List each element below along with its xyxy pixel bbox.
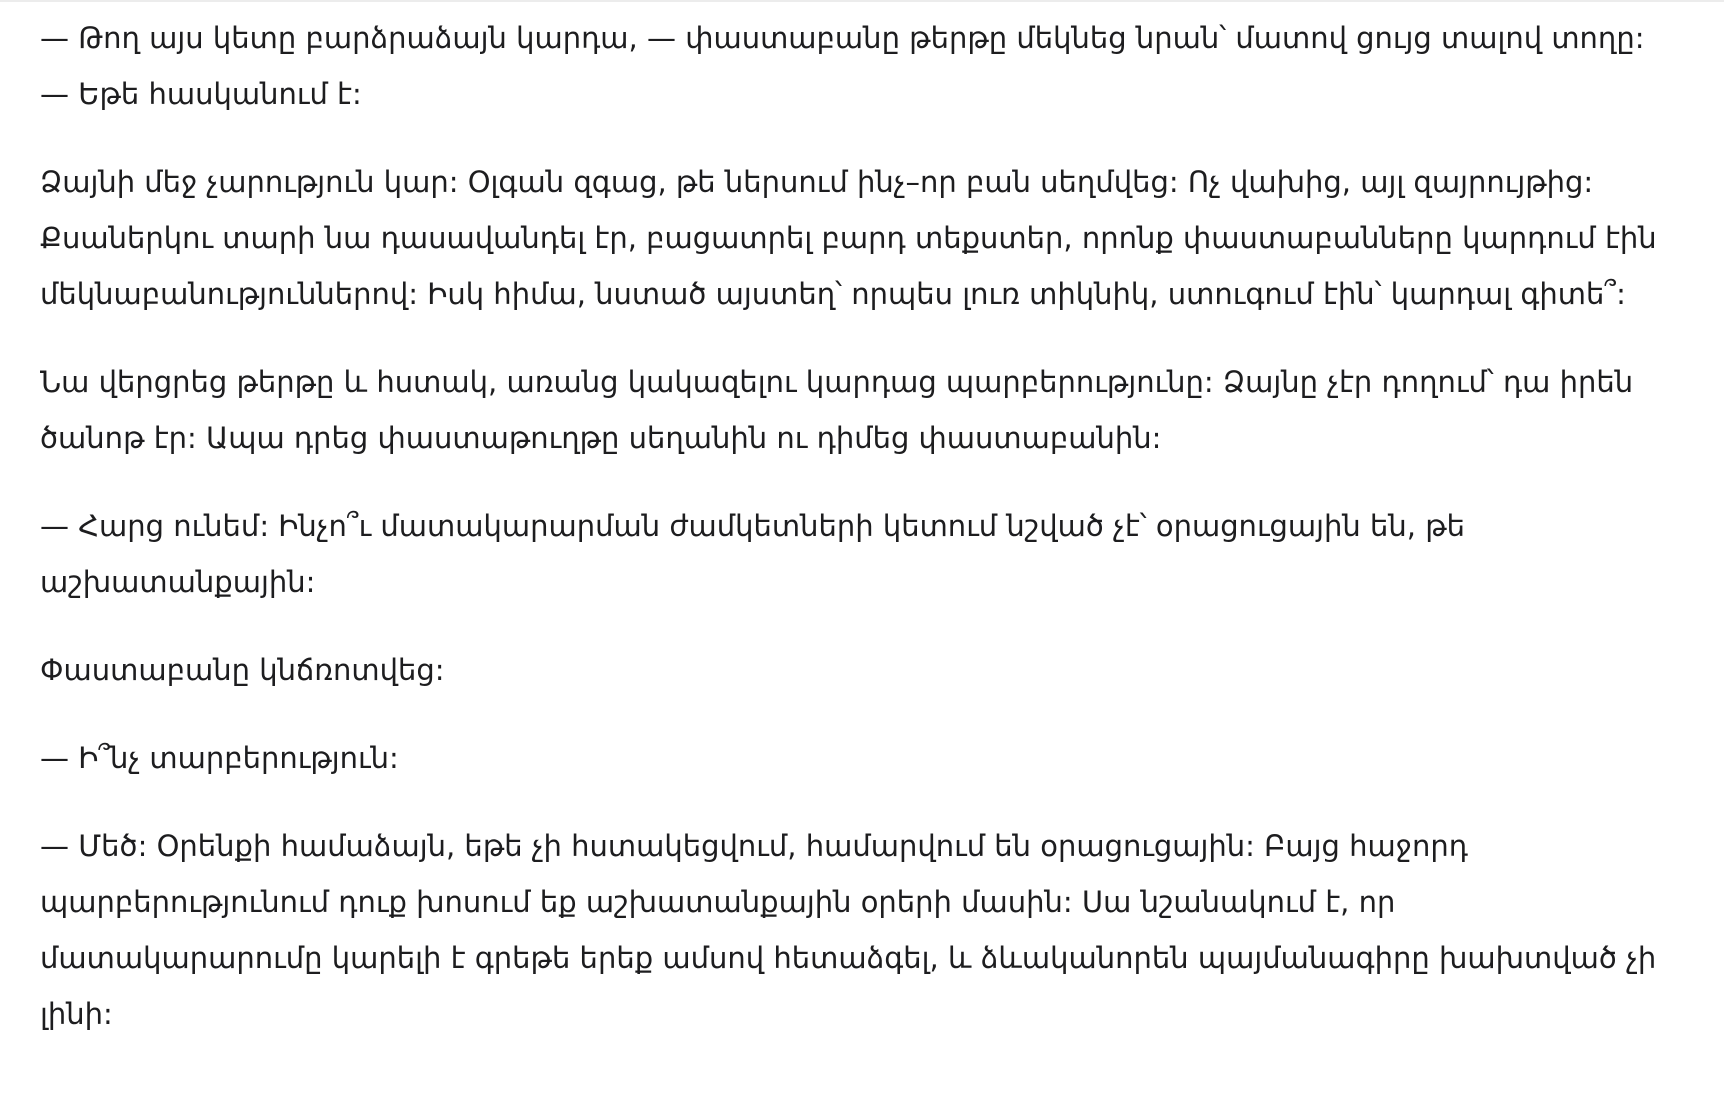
paragraph-2: Ձայնի մեջ չարություն կար: Օլգան զգաց, թե ներսում ինչ–որ բան սեղմվեց: Ոչ վախից, այլ զայրույթից: Քսաներկու տարի նա դասավանդել էր, բացատրել բարդ տեքստեր, որոնք փաստաբանները կարդում էին մեկնաբանություններով: Իսկ հիմա, նստած այստեղ՝ որպես լուռ տիկնիկ, ստուգում էին՝ կարդալ գիտե՞: bbox=[40, 165, 1657, 311]
paragraph-7: — Մեծ: Օրենքի համաձայն, եթե չի հստակեցվում, համարվում են օրացուցային: Բայց հաջորդ պարբերությունում դուք խոսում եք աշխատանքային օրերի մասին: Սա նշանակում է, որ մատակարարումը կարելի է գրեթե երեք ամսով հետաձգել, և ձևականորեն պայմանագիրը խախտված չի լինի: bbox=[40, 829, 1657, 1031]
paragraph-6: — Ի՞նչ տարբերություն: bbox=[40, 741, 399, 775]
paragraph-1: — Թող այս կետը բարձրաձայն կարդա, — փաստաբանը թերթը մեկնեց նրան՝ մատով ցույց տալով տողը: — Եթե հասկանում է: bbox=[40, 21, 1645, 111]
paragraph-3: Նա վերցրեց թերթը և հստակ, առանց կակազելու կարդաց պարբերությունը: Ձայնը չէր դողում՝ դա իրեն ծանոթ էր: Ապա դրեց փաստաթուղթը սեղանին ու դիմեց փաստաբանին: bbox=[40, 365, 1634, 455]
document-body bbox=[40, 0, 1680, 1042]
paragraph-4: — Հարց ունեմ: Ինչո՞ւ մատակարարման ժամկետների կետում նշված չէ՝ օրացուցային են, թե աշխատանքային: bbox=[40, 509, 1465, 599]
paragraph-5: Փաստաբանը կնճռոտվեց: bbox=[40, 653, 445, 687]
